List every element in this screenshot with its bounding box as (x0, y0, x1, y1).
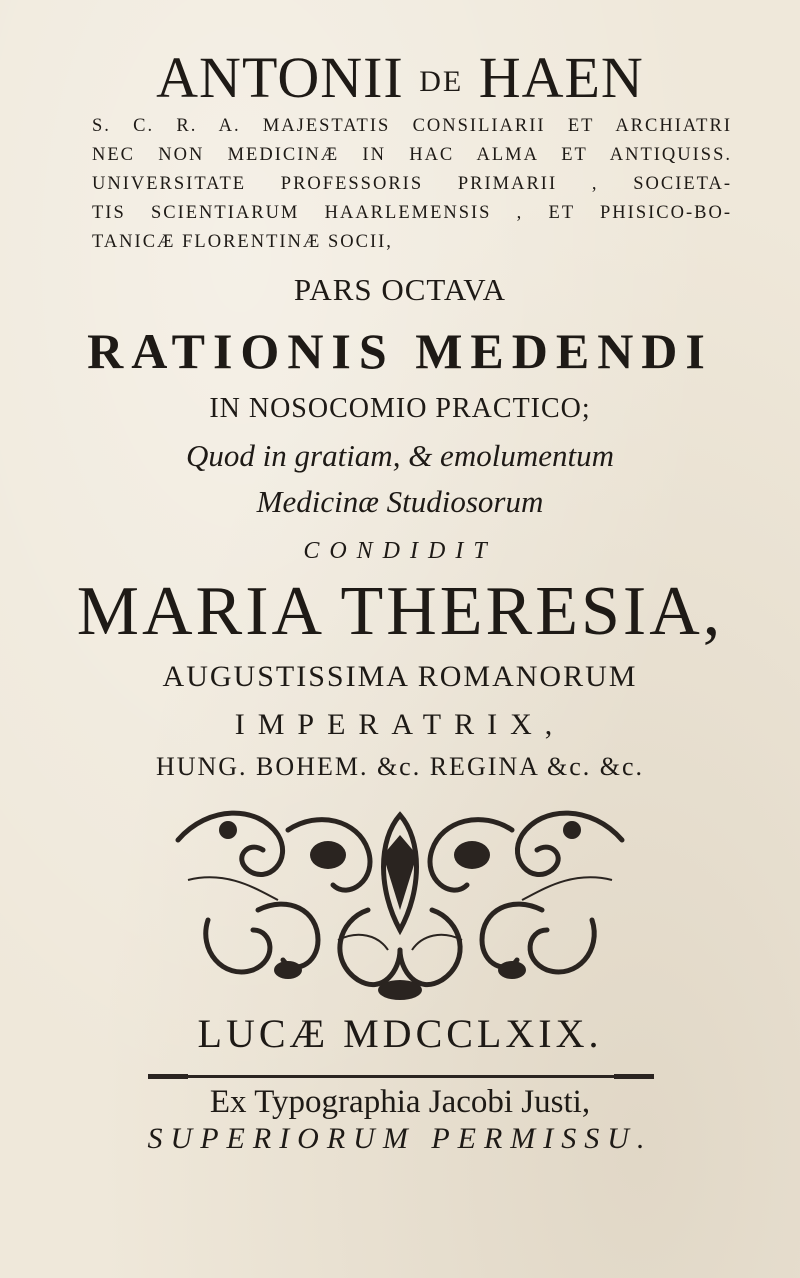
permission-line: SUPERIORUM PERMISSU. (147, 1122, 653, 1155)
author-first-name: ANTONII (156, 45, 404, 110)
credential-line-5: TANICÆ FLORENTINÆ SOCII, (92, 232, 393, 252)
patron-line-2: IMPERATRIX, (234, 708, 566, 741)
patron-line-1: AUGUSTISSIMA ROMANORUM (162, 660, 638, 693)
part-heading: PARS OCTAVA (293, 272, 507, 307)
author-particle: DE (419, 65, 464, 98)
place-and-date: LUCÆ MDCCLXIX. (197, 1011, 603, 1056)
work-title: RATIONIS MEDENDI (87, 323, 713, 379)
subtitle: IN NOSOCOMIO PRACTICO; (209, 393, 591, 424)
patron-name: MARIA THERESIA, (76, 573, 724, 650)
credential-line-4: TIS SCIENTIARUM HAARLEMENSIS , ET PHISICO-BO- (92, 203, 732, 223)
credential-line-2: NEC NON MEDICINÆ IN HAC ALMA ET ANTIQUISS. (92, 145, 732, 165)
credential-line-3: UNIVERSITATE PROFESSORIS PRIMARII , SOCIETA- (92, 174, 732, 194)
author-name (0, 44, 800, 111)
floral-scroll-ornament-icon (168, 800, 632, 1004)
author-last-name: HAEN (478, 45, 644, 110)
condidit-line: CONDIDIT (303, 538, 497, 564)
credential-line-1: S. C. R. A. MAJESTATIS CONSILIARII ET ARCHIATRI (92, 116, 732, 136)
horizontal-rule (148, 1074, 654, 1080)
dedication-line-2: Medicinæ Studiosorum (256, 484, 544, 519)
dedication-line-1: Quod in gratiam, & emolumentum (186, 438, 614, 473)
patron-line-3: HUNG. BOHEM. &c. REGINA &c. &c. (155, 752, 645, 781)
printer-line: Ex Typographia Jacobi Justi, (209, 1084, 591, 1120)
